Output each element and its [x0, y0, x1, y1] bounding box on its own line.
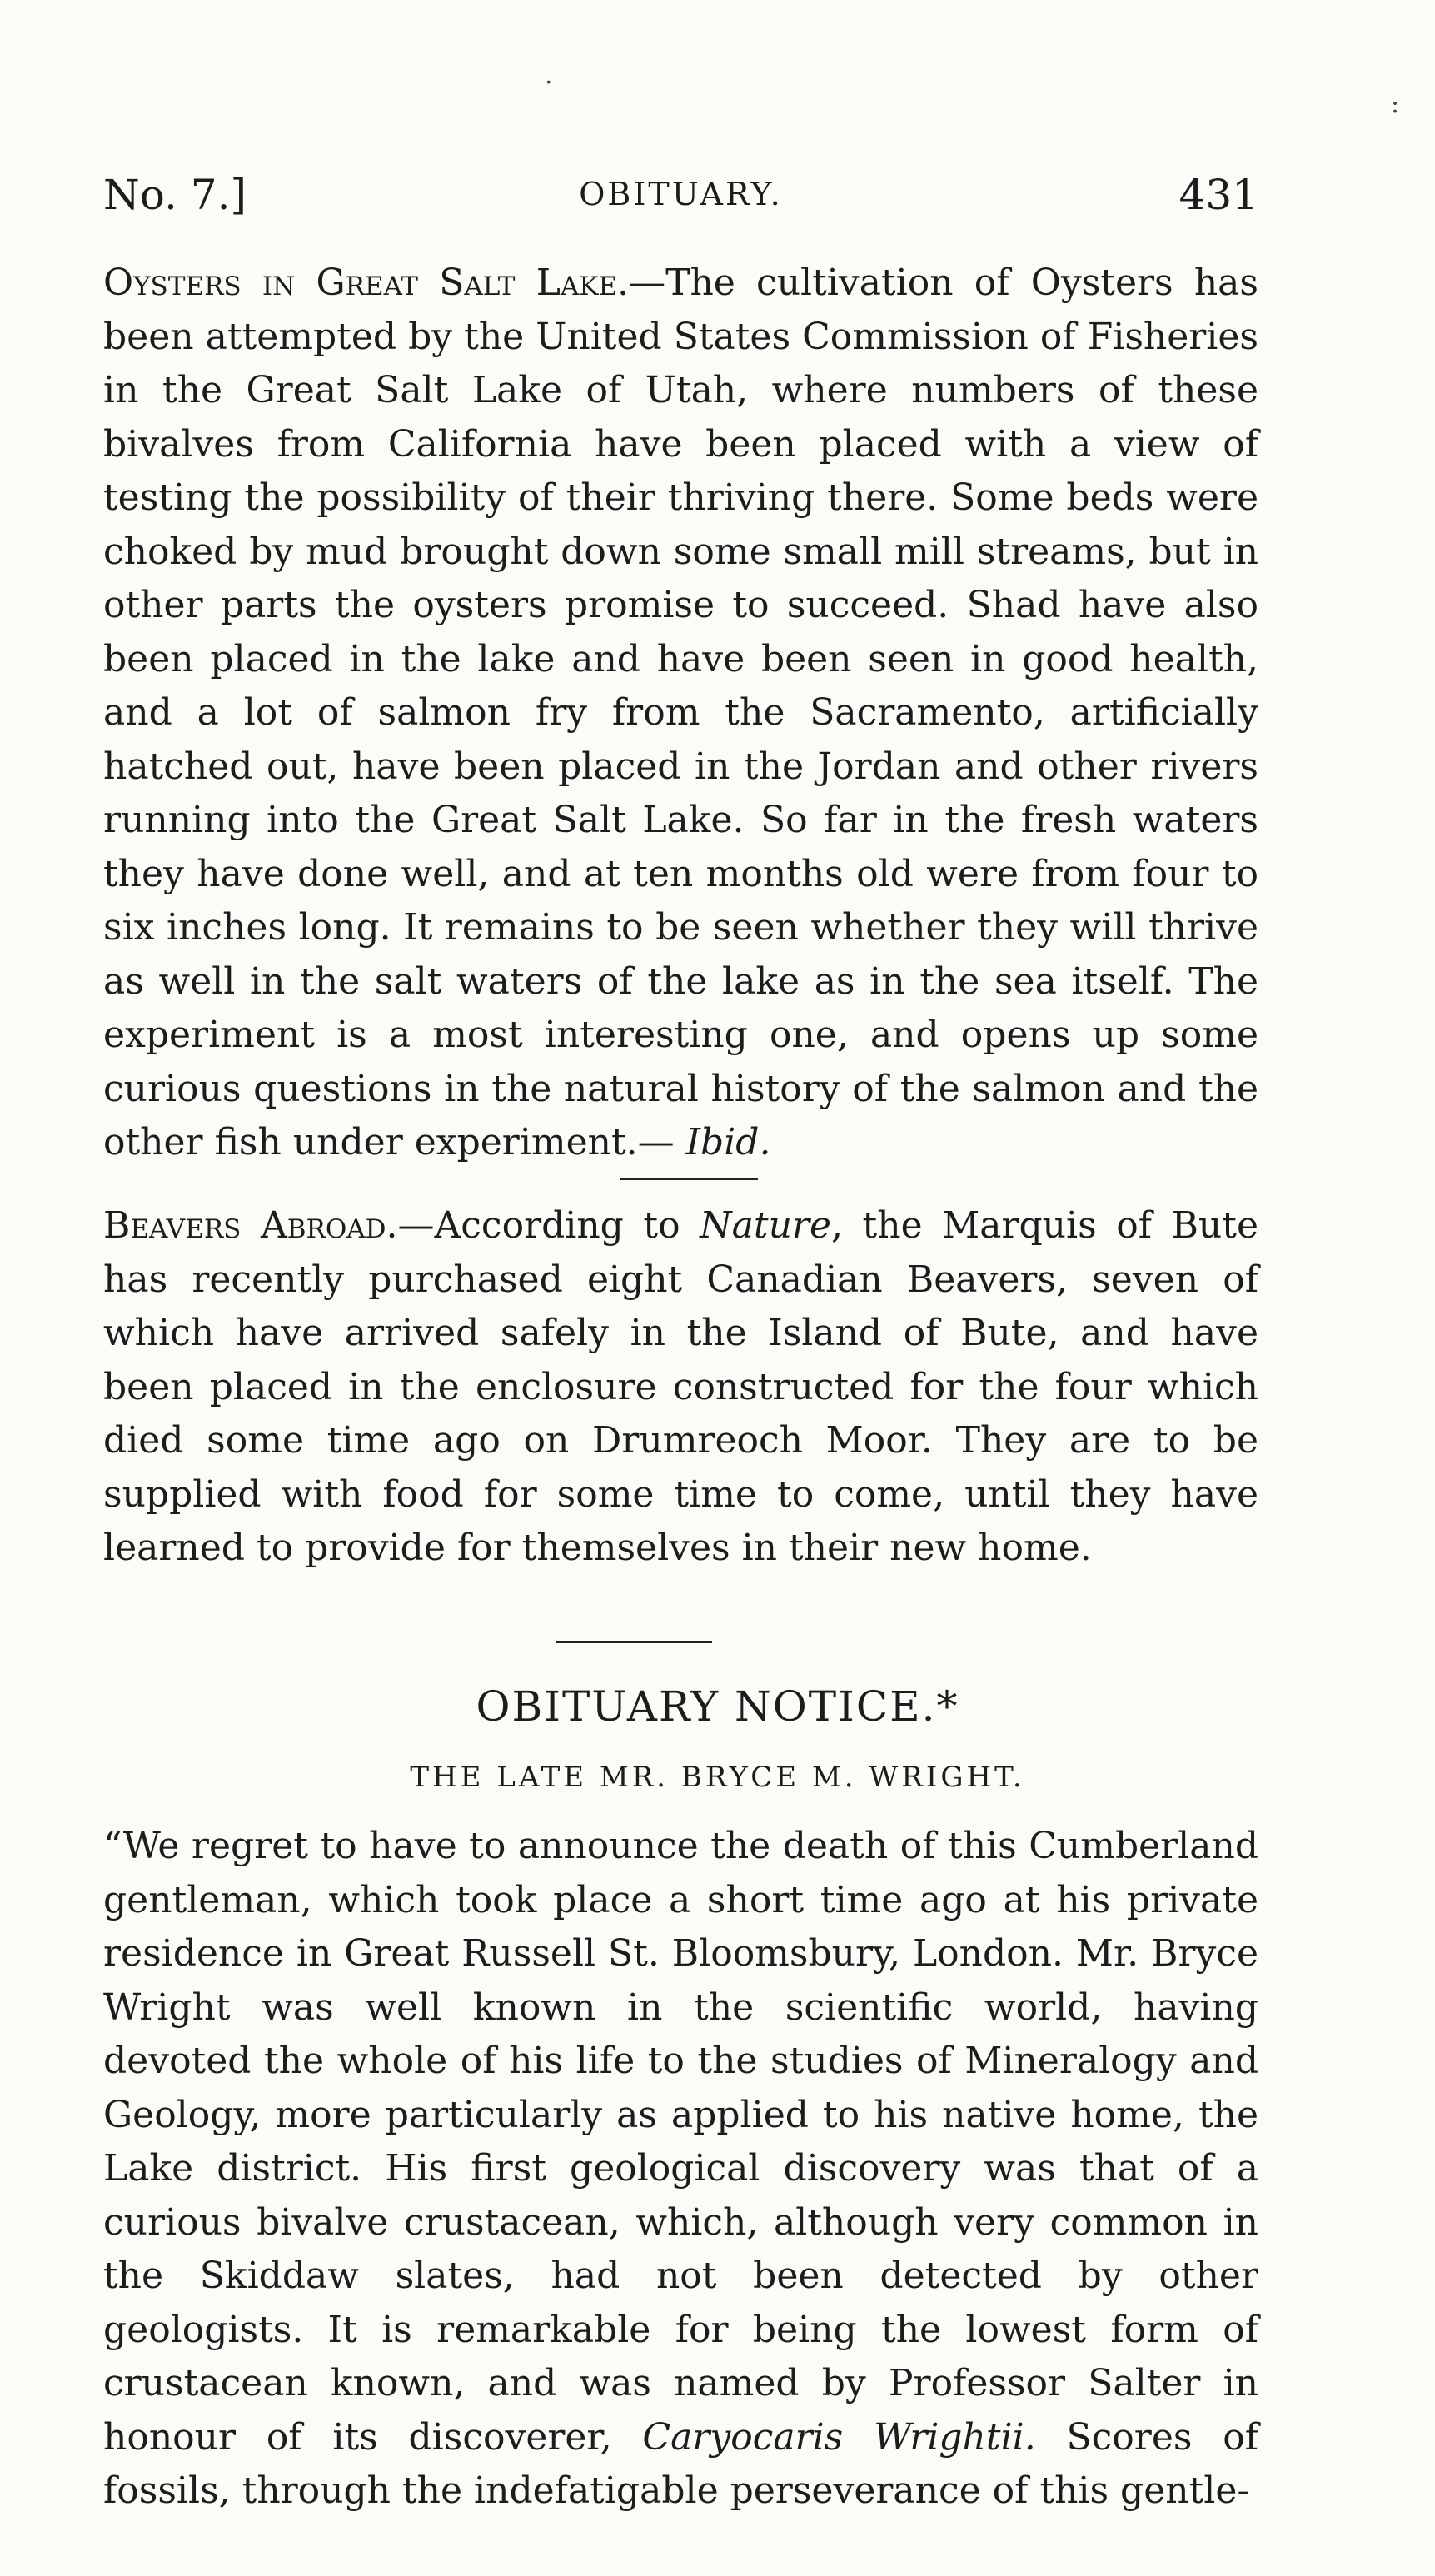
oysters-paragraph [103, 257, 1258, 1170]
oysters-source: Ibid. [685, 1121, 771, 1163]
beavers-text-before: —According to [397, 1204, 700, 1247]
scan-speck: : [1391, 90, 1400, 119]
obituary-paragraph [103, 1820, 1258, 2519]
scan-speck: · [545, 68, 553, 97]
issue-number: No. 7.] [103, 171, 247, 219]
beavers-text-after: , the Marquis of Bute has recently purchased eight Canadian Beavers, seven of which have arrived safely in the Island of Bute, and have been placed in the enclosure constructed for the four which died some time ago on Drumreoch Moor. They are to be supplied with food for some time to come, until they have learned to provide for themselves in their new home. [103, 1204, 1258, 1569]
obituary-text-after: Scores of fossils, through the indefatigable perseverance of this gentle- [103, 2415, 1259, 2512]
oysters-text: —The cultivation of Oysters has been attempted by the United States Commission of Fisheries in the Great Salt Lake of Utah, where numbers of these bivalves from California have been placed with a view of testing the possibility of their thriving there. Some beds were choked by mud brought down some small mill streams, but in other parts the oysters promise to succeed. Shad have also been placed in the lake and have been seen in good health, and a lot of salmon fry from the Sacramento, artificially hatched out, have been placed in the Jordan and other rivers running into the Great Salt Lake. So far in the fresh waters they have done well, and at ten months old were from four to six inches long. It remains to be seen whether they will thrive as well in the salt waters of the lake as in the sea itself. The experiment is a most interesting one, and opens up some curious questions in the natural history of the salmon and the other fish under experiment.— [103, 262, 1258, 1163]
section-divider [556, 1641, 712, 1643]
running-title: OBITUARY. [579, 176, 783, 212]
beavers-journal: Nature [700, 1204, 831, 1247]
section-divider [620, 1178, 758, 1180]
oysters-title: Oysters in Great Salt Lake. [103, 262, 630, 304]
running-header [103, 171, 1258, 221]
obituary-species: Caryocaris Wrightii. [642, 2415, 1036, 2459]
beavers-title: Beavers Abroad. [103, 1204, 398, 1247]
beavers-paragraph [103, 1199, 1258, 1576]
obituary-title: OBITUARY NOTICE.* [476, 1682, 959, 1731]
obituary-subtitle: THE LATE MR. BRYCE M. WRIGHT. [410, 1761, 1025, 1794]
page-number: 431 [1178, 171, 1258, 219]
obituary-text-before: “We regret to have to announce the death of this Cumberland gentleman, which took place a short time ago at his private residence in Great Russell St. Bloomsbury, London. Mr. Bryce Wright was well known in the scientific world, having devoted the whole of his life to the studies of Mineralogy and Geology, more particularly as applied to his native home, the Lake district. His first geological discovery was that of a curious bivalve crustacean, which, although very common in the Skiddaw slates, had not been detected by other geologists. It is remarkable for being the lowest form of crustacean known, and was named by Professor Salter in honour of its discoverer, [103, 1825, 1258, 2459]
